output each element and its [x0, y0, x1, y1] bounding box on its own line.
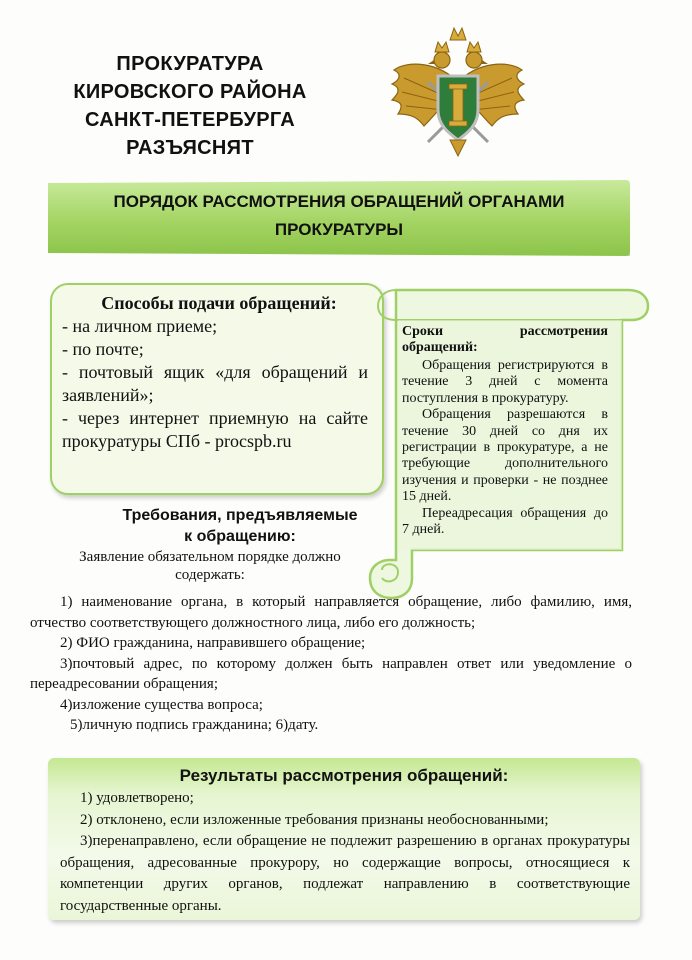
- methods-title: Способы подачи обращений:: [101, 293, 337, 313]
- terms-title-cont: обращений:: [402, 340, 478, 355]
- list-item: - по почте;: [62, 339, 144, 359]
- page-title: [40, 50, 340, 162]
- terms-paragraph: Обращения разрешаются в течение 30 дней со дня их регистрации в прокуратуре, а не требующие дополнительного изучения и проверки - не позднее 15 дней.: [402, 407, 608, 505]
- title-line: РАЗЪЯСНЯТ: [126, 137, 254, 159]
- banner-line: ПРОКУРАТУРЫ: [274, 220, 404, 239]
- list-item: 2) отклонено, если изложенные требования признаны необоснованными;: [80, 811, 549, 828]
- terms-title: Сроки рассмотрения: [402, 324, 608, 339]
- results-list: [60, 788, 630, 917]
- requirements-title: [100, 505, 380, 547]
- banner-line: ПОРЯДОК РАССМОТРЕНИЯ ОБРАЩЕНИЙ ОРГАНАМИ: [113, 192, 565, 211]
- methods-list: [62, 315, 368, 453]
- requirements-title-line: Требования, предъявляемые: [122, 507, 358, 524]
- terms-paragraph: Переадресация обращения до 7 дней.: [402, 505, 608, 538]
- results-title: Результаты рассмотрения обращений:: [179, 766, 509, 785]
- terms-paragraph: Обращения регистрируются в течение 3 дней с момента поступления в прокуратуру.: [402, 358, 608, 406]
- title-line: ПРОКУРАТУРА: [116, 53, 264, 75]
- list-item: - через интернет приемную на сайте прокуратуры СПб - procspb.ru: [62, 408, 368, 451]
- list-item: - на личном приеме;: [62, 316, 218, 336]
- list-item: 3)перенаправлено, если обращение не подлежит разрешению в органах прокуратуры обращения, адресованные прокурору, но содержащие вопросы, относящиеся к компетенции других органов, подлежат направлению в соответствующие государственные органы.: [60, 833, 630, 914]
- banner-heading: [48, 188, 630, 244]
- list-item: 4)изложение существа вопроса;: [60, 696, 263, 713]
- title-line: САНКТ-ПЕТЕРБУРГА: [84, 109, 295, 131]
- list-item: 5)личную подпись гражданина; 6)дату.: [70, 717, 319, 733]
- requirements-intro: [30, 548, 390, 584]
- requirements-title-line: к обращению:: [184, 528, 296, 545]
- list-item: - почтовый ящик «для обращений и заявлений»;: [62, 362, 368, 405]
- prosecutor-eagle-emblem-icon: [388, 22, 528, 162]
- intro-line: содержать:: [175, 567, 245, 583]
- list-item: 1) удовлетворено;: [80, 790, 194, 806]
- list-item: 3)почтовый адрес, по которому должен быть направлен ответ или уведомление о переадресовании обращения;: [30, 655, 632, 692]
- requirements-list: [30, 592, 632, 736]
- list-item: 1) наименование органа, в который направляется обращение, либо фамилию, имя, отчество соответствующего должностного лица, либо его должность;: [30, 594, 632, 631]
- list-item: 2) ФИО гражданина, направившего обращение;: [60, 635, 366, 651]
- title-line: КИРОВСКОГО РАЙОНА: [73, 81, 307, 103]
- terms-text: [402, 358, 608, 538]
- intro-line: Заявление обязательном порядке должно: [79, 549, 341, 565]
